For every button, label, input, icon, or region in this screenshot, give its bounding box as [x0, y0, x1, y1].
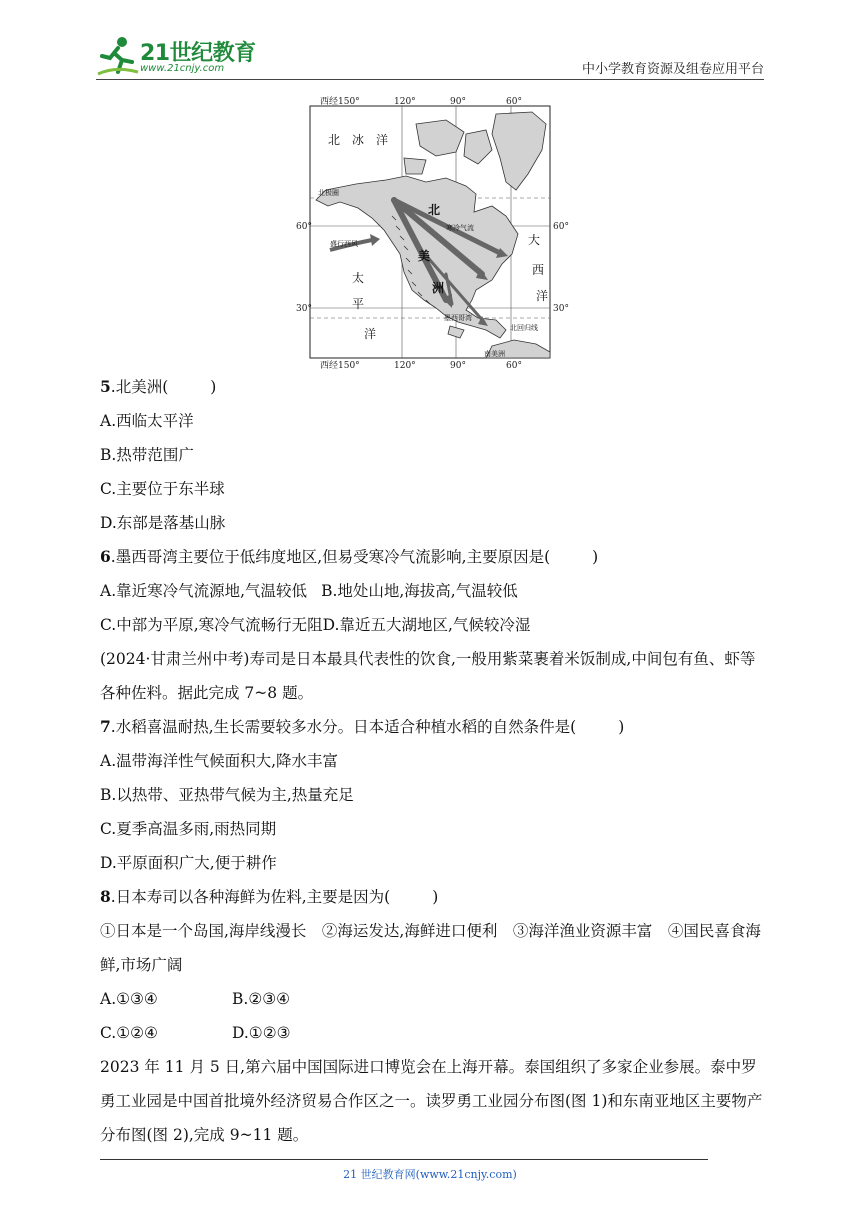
map-bottom-label: 60°	[506, 361, 522, 370]
question-text: .墨西哥湾主要位于低纬度地区,但易受寒冷气流影响,主要原因是(	[110, 548, 551, 566]
ocean-label: 大	[528, 233, 541, 247]
gulf-label: 墨西哥湾	[444, 314, 472, 322]
continent-label: 美	[418, 249, 431, 263]
question-number: 5	[100, 377, 111, 396]
answer-option[interactable]: A.温带海洋性气候面积大,降水丰富	[100, 752, 339, 770]
map-lat-label: 60°	[296, 222, 312, 232]
question-number: 8	[100, 887, 111, 906]
question-number: 7	[100, 717, 111, 736]
answer-option[interactable]: B.以热带、亚热带气候为主,热量充足	[100, 786, 354, 804]
map-bottom-label: 90°	[450, 361, 466, 370]
answer-option[interactable]: A.①③④	[100, 990, 158, 1008]
answer-option[interactable]: D.平原面积广大,便于耕作	[100, 854, 277, 872]
answer-option[interactable]: C.主要位于东半球	[100, 480, 225, 498]
map-bottom-label: 西经150°	[320, 361, 360, 370]
westerly-label: 盛行西风	[330, 240, 358, 248]
map-top-label: 120°	[394, 97, 416, 107]
continent-label: 北	[428, 203, 441, 217]
answer-option-row	[100, 574, 768, 608]
question-7-stem: 7.水稻喜温耐热,生长需要较多水分。日本适合种植水稻的自然条件是( )	[100, 717, 625, 736]
question-text: .日本寿司以各种海鲜为佐料,主要是因为(	[110, 888, 391, 906]
logo-text: 21世纪教育	[140, 41, 256, 66]
reading-passage: (2024·甘肃兰州中考)寿司是日本最具代表性的饮食,一般用紫菜裹着米饭制成,中间包有鱼、虾等各种佐料。据此完成 7~8 题。	[100, 650, 756, 702]
platform-title: 中小学教育资源及组卷应用平台	[581, 62, 764, 77]
question-text: .水稻喜温耐热,生长需要较多水分。日本适合种植水稻的自然条件是(	[110, 718, 577, 736]
question-5-stem: 5.北美洲( )	[100, 377, 217, 396]
site-logo[interactable]	[96, 34, 266, 80]
answer-option[interactable]: A.靠近寒冷气流源地,气温较低	[100, 582, 308, 600]
reading-passage: 2023 年 11 月 5 日,第六届中国国际进口博览会在上海开幕。泰国组织了多家企业参展。泰中罗勇工业园是中国首批境外经济贸易合作区之一。读罗勇工业园分布图(图 1)和东南亚地区主要物产分布图(图 2),完成 9~11 题。	[100, 1058, 763, 1144]
header-divider	[96, 79, 764, 80]
runner-logo-icon	[96, 36, 140, 78]
answer-option[interactable]: C.夏季高温多雨,雨热同期	[100, 820, 277, 838]
answer-option-row	[100, 608, 768, 642]
answer-option[interactable]: B.热带范围广	[100, 446, 194, 464]
map-lat-label: 30°	[296, 304, 312, 314]
statement-list: ①日本是一个岛国,海岸线漫长 ②海运发达,海鲜进口便利 ③海洋渔业资源丰富 ④国民喜食海鲜,市场广阔	[100, 922, 761, 974]
tropic-label: 北回归线	[510, 324, 538, 332]
footer-divider	[100, 1159, 708, 1160]
ocean-label: 洋	[376, 133, 389, 147]
map-top-label: 60°	[506, 97, 522, 107]
answer-option[interactable]: D.东部是落基山脉	[100, 514, 226, 532]
question-6-stem: 6.墨西哥湾主要位于低纬度地区,但易受寒冷气流影响,主要原因是( )	[100, 547, 599, 566]
answer-option-row	[100, 1016, 768, 1050]
ocean-label: 洋	[536, 289, 549, 303]
answer-option[interactable]: C.①②④	[100, 1024, 158, 1042]
answer-option[interactable]: B.②③④	[232, 990, 291, 1008]
map-top-label: 90°	[450, 97, 466, 107]
question-8-stem: 8.日本寿司以各种海鲜为佐料,主要是因为( )	[100, 887, 439, 906]
answer-option[interactable]: C.中部为平原,寒冷气流畅行无阻	[100, 616, 323, 634]
continent-label: 洲	[432, 281, 445, 295]
answer-option[interactable]: B.地处山地,海拔高,气温较低	[321, 582, 518, 600]
answer-option[interactable]: D.①②③	[232, 1024, 291, 1042]
north-america-cold-air-map	[296, 94, 571, 370]
map-bottom-label: 120°	[394, 361, 416, 370]
question-number: 6	[100, 547, 111, 566]
ocean-label: 太	[352, 271, 365, 285]
cold-air-label: 寒冷气流	[446, 224, 474, 232]
ocean-label: 冰	[352, 133, 365, 147]
page-header	[96, 34, 764, 80]
map-lat-label: 60°	[553, 222, 569, 232]
answer-option-row	[100, 982, 768, 1016]
question-content	[100, 370, 768, 1152]
ocean-label: 北	[328, 133, 341, 147]
answer-option[interactable]: D.靠近五大湖地区,气候较冷湿	[322, 616, 531, 634]
answer-option[interactable]: A.西临太平洋	[100, 412, 194, 430]
ocean-label: 西	[532, 263, 545, 277]
question-text: .北美洲(	[110, 378, 169, 396]
map-lat-label: 30°	[553, 304, 569, 314]
arctic-circle-label: 北极圈	[318, 189, 339, 197]
logo-url: www.21cnjy.com	[140, 63, 225, 74]
ocean-label: 平	[352, 297, 365, 311]
ocean-label: 洋	[364, 327, 377, 341]
south-america-label: 南美洲	[484, 350, 505, 358]
map-top-label: 西经150°	[320, 97, 360, 107]
footer-link[interactable]: 21 世纪教育网(www.21cnjy.com)	[343, 1168, 517, 1181]
